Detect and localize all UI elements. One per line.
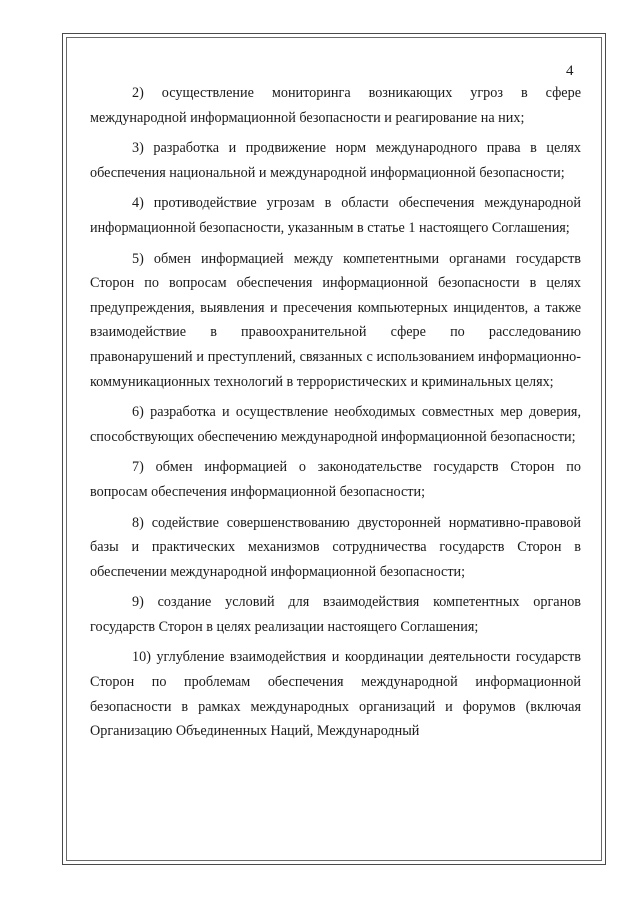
- paragraph-item-5: 5) обмен информацией между компетентными органами государств Сторон по вопросам обеспечения информационной безопасности в целях предупреждения, выявления и пресечения компьютерных инцидентов, а также взаимодействие в правоохранительной сфере по расследованию правонарушений и преступлений, связанных с использованием информационно-коммуникационных технологий в террористических и криминальных целях;: [90, 250, 581, 390]
- paragraph-item-8: 8) содействие совершенствованию двусторонней нормативно-правовой базы и практических механизмов сотрудничества государств Сторон в обеспечении международной информационной безопасности;: [90, 514, 581, 580]
- page-number: 4: [566, 63, 574, 79]
- paragraph-item-4: 4) противодействие угрозам в области обеспечения международной информационной безопасности, указанным в статье 1 настоящего Соглашения;: [90, 195, 581, 236]
- document-body: [90, 81, 581, 750]
- paragraph-item-10: 10) углубление взаимодействия и координации деятельности государств Сторон по проблемам обеспечения международной информационной безопасности в рамках международных организаций и форумов (включая Организацию Объединенных Наций, Международный: [90, 649, 581, 740]
- paragraph-item-7: 7) обмен информацией о законодательстве государств Сторон по вопросам обеспечения информационной безопасности;: [90, 459, 581, 500]
- paragraph-item-2: 2) осуществление мониторинга возникающих угроз в сфере международной информационной безопасности и реагирование на них;: [90, 85, 581, 126]
- paragraph-item-3: 3) разработка и продвижение норм международного права в целях обеспечения национальной и международной информационной безопасности;: [90, 140, 581, 181]
- paragraph-item-9: 9) создание условий для взаимодействия компетентных органов государств Сторон в целях реализации настоящего Соглашения;: [90, 594, 581, 635]
- paragraph-item-6: 6) разработка и осуществление необходимых совместных мер доверия, способствующих обеспечению международной информационной безопасности;: [90, 404, 581, 445]
